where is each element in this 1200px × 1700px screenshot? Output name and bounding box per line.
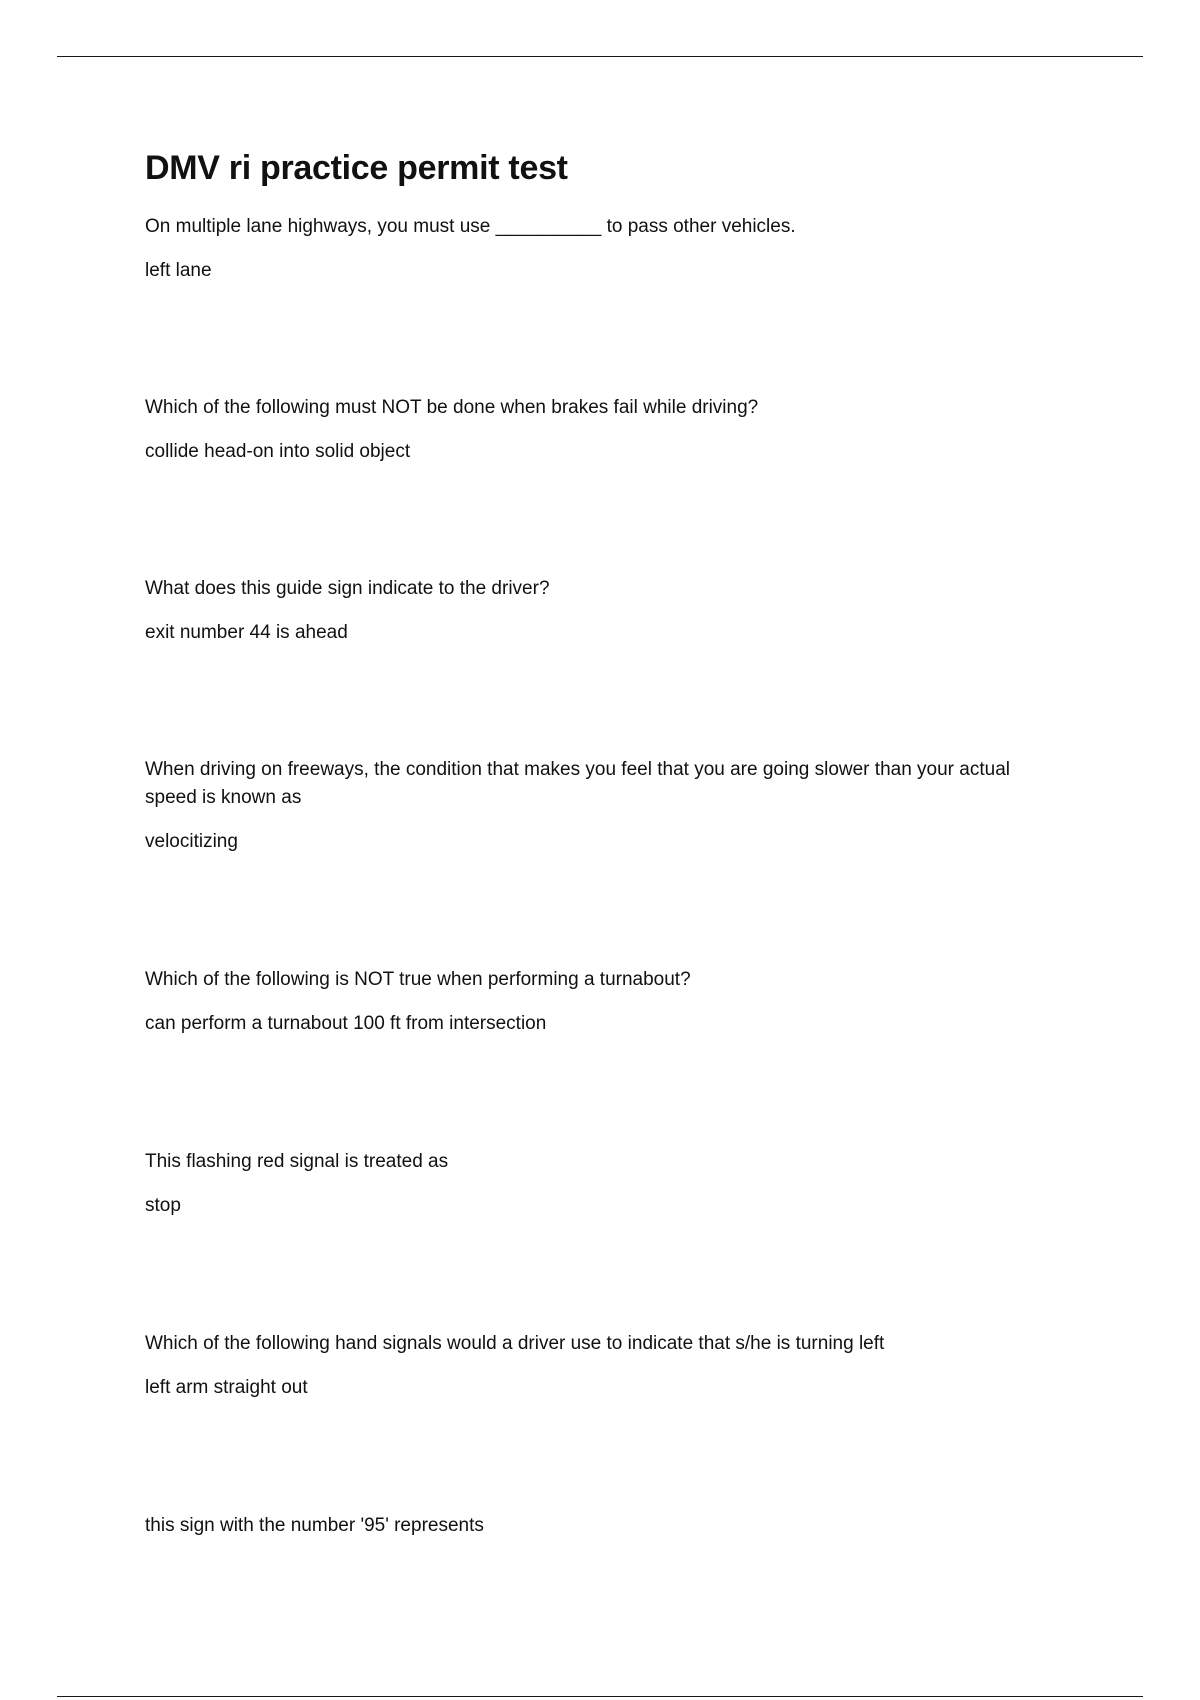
answer-text: can perform a turnabout 100 ft from intersection (145, 1012, 547, 1034)
question-text: this sign with the number '95' represents (145, 1514, 484, 1536)
question-text: Which of the following must NOT be done when brakes fail while driving? (145, 396, 759, 418)
qa-item-2 (145, 394, 1045, 575)
qa-item-5 (145, 966, 1045, 1148)
qa-item-7 (145, 1330, 1045, 1512)
question-text: Which of the following is NOT true when performing a turnabout? (145, 968, 691, 990)
answer-text: collide head-on into solid object (145, 440, 411, 462)
qa-item-6 (145, 1148, 1045, 1330)
question-text: When driving on freeways, the condition that makes you feel that you are going slower than your actual speed is known as (145, 758, 1010, 808)
top-rule (57, 56, 1143, 57)
question-text: On multiple lane highways, you must use __________ to pass other vehicles. (145, 215, 796, 237)
answer-text: left arm straight out (145, 1376, 308, 1398)
qa-item-4 (145, 756, 1045, 966)
qa-item-1 (145, 213, 1045, 394)
question-text: This flashing red signal is treated as (145, 1150, 449, 1172)
qa-item-8 (145, 1512, 1045, 1540)
answer-text: velocitizing (145, 830, 238, 852)
question-text: What does this guide sign indicate to the driver? (145, 577, 550, 599)
answer-text: left lane (145, 259, 212, 281)
question-text: Which of the following hand signals would a driver use to indicate that s/he is turning left (145, 1332, 885, 1354)
page-title: DMV ri practice permit test (145, 149, 568, 187)
answer-text: stop (145, 1194, 181, 1216)
qa-item-3 (145, 575, 1045, 756)
bottom-rule (57, 1696, 1143, 1697)
answer-text: exit number 44 is ahead (145, 621, 348, 643)
document-body (145, 148, 1045, 1556)
